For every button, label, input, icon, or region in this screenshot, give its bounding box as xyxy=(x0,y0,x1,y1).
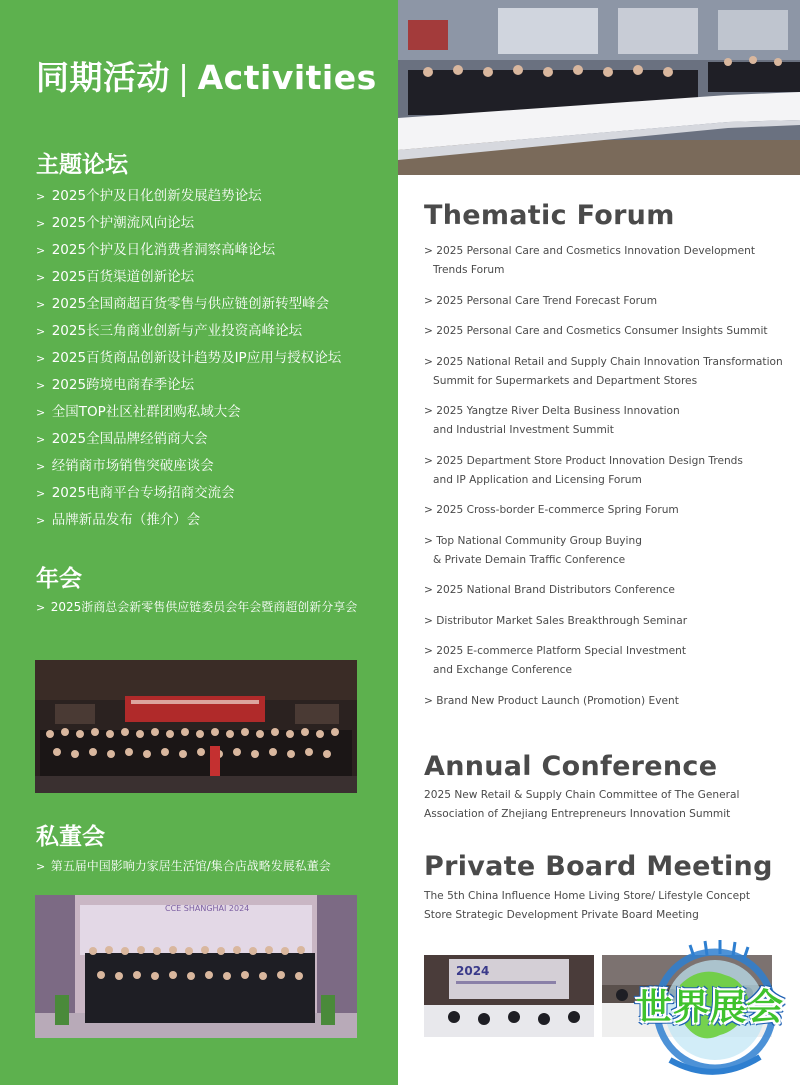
forum-item-en-line2: Trends Forum xyxy=(433,264,505,276)
forum-item-en xyxy=(424,292,784,311)
annual-conference-photo xyxy=(35,660,357,793)
annual-heading-zh: 年会 xyxy=(36,566,82,592)
forum-item-zh: > 2025个护及日化创新发展趋势论坛 xyxy=(36,186,341,213)
conference-hall-photo xyxy=(398,0,800,175)
stage-banner-text: 2024 xyxy=(456,964,490,978)
forum-item-en xyxy=(424,353,784,391)
forum-item-en xyxy=(424,402,784,440)
forum-heading-zh: 主题论坛 xyxy=(36,152,128,178)
forum-item-zh: > 2025百货渠道创新论坛 xyxy=(36,267,341,294)
forum-item-en xyxy=(424,322,784,341)
annual-text-en xyxy=(424,786,764,823)
forum-item-en-line2: Summit for Supermarkets and Department Stores xyxy=(433,374,698,387)
board-line-1: The 5th China Influence Home Living Store/ Lifestyle Concept xyxy=(424,890,750,902)
board-text-en xyxy=(424,887,764,924)
forum-item-zh: > 2025百货商品创新设计趋势及IP应用与授权论坛 xyxy=(36,348,341,375)
title-zh: 同期活动 xyxy=(36,58,170,97)
forum-item-en-line1: > 2025 Personal Care Trend Forecast Forum xyxy=(424,295,657,307)
forum-list-zh xyxy=(36,186,341,537)
board-heading-en: Private Board Meeting xyxy=(424,851,773,882)
forum-item-en xyxy=(424,692,784,711)
forum-item-en-line1: > 2025 Department Store Product Innovation Design Trends xyxy=(424,455,743,467)
forum-item-en-line1: > 2025 E-commerce Platform Special Investment xyxy=(424,645,686,657)
forum-item-en xyxy=(424,501,784,520)
forum-item-en-line1: > 2025 Yangtze River Delta Business Innovation xyxy=(424,405,680,417)
forum-item-zh: > 2025跨境电商春季论坛 xyxy=(36,375,341,402)
forum-item-en-line1: > 2025 Personal Care and Cosmetics Consumer Insights Summit xyxy=(424,325,768,337)
forum-item-zh: > 2025个护及日化消费者洞察高峰论坛 xyxy=(36,240,341,267)
forum-item-en-line1: > Distributor Market Sales Breakthrough Seminar xyxy=(424,615,687,627)
forum-item-zh: > 2025长三角商业创新与产业投资高峰论坛 xyxy=(36,321,341,348)
forum-item-en xyxy=(424,612,784,631)
board-line-2: Store Strategic Development Private Board Meeting xyxy=(424,908,699,921)
stage-photo xyxy=(424,955,594,1037)
forum-item-en-line1: > 2025 Personal Care and Cosmetics Innovation Development xyxy=(424,245,755,257)
forum-item-zh: > 经销商市场销售突破座谈会 xyxy=(36,456,341,483)
forum-item-en-line1: > 2025 National Brand Distributors Conference xyxy=(424,584,675,596)
forum-item-en-line1: > 2025 National Retail and Supply Chain Innovation Transformation xyxy=(424,356,783,368)
forum-item-en-line2: and Exchange Conference xyxy=(433,664,572,676)
forum-item-zh: > 品牌新品发布（推介）会 xyxy=(36,510,341,537)
forum-item-zh: > 2025全国品牌经销商大会 xyxy=(36,429,341,456)
forum-item-en xyxy=(424,242,784,280)
forum-item-en-line1: > Brand New Product Launch (Promotion) Event xyxy=(424,695,679,707)
board-heading-zh: 私董会 xyxy=(36,824,105,850)
annual-item-zh: > 2025浙商总会新零售供应链委员会年会暨商超创新分享会 xyxy=(36,598,357,615)
forum-item-zh: > 2025电商平台专场招商交流会 xyxy=(36,483,341,510)
left-panel xyxy=(0,0,398,1085)
forum-item-en xyxy=(424,642,784,680)
annual-line-2: Association of Zhejiang Entrepreneurs Innovation Summit xyxy=(424,807,731,820)
photo-banner-text: CCE SHANGHAI 2024 xyxy=(165,904,250,913)
board-item-zh: > 第五届中国影响力家居生活馆/集合店战略发展私董会 xyxy=(36,857,331,874)
title-en: Activities xyxy=(197,58,377,97)
forum-item-en-line1: > 2025 Cross-border E-commerce Spring Forum xyxy=(424,504,679,516)
forum-item-en-line2: and IP Application and Licensing Forum xyxy=(433,473,642,486)
forum-item-en-line2: & Private Demain Traffic Conference xyxy=(433,553,626,566)
page-title xyxy=(36,52,377,99)
forum-item-en-line1: > Top National Community Group Buying xyxy=(424,535,642,547)
annual-line-1: 2025 New Retail & Supply Chain Committee of The General xyxy=(424,789,740,801)
forum-item-en-line2: and Industrial Investment Summit xyxy=(433,424,614,436)
forum-list-en xyxy=(424,242,784,722)
world-expo-logo xyxy=(630,935,800,1085)
forum-item-en xyxy=(424,581,784,600)
forum-item-zh: > 全国TOP社区社群团购私域大会 xyxy=(36,402,341,429)
forum-item-zh: > 2025全国商超百货零售与供应链创新转型峰会 xyxy=(36,294,341,321)
annual-heading-en: Annual Conference xyxy=(424,751,718,782)
logo-text: 世界展会 xyxy=(636,987,785,1028)
forum-item-en xyxy=(424,532,784,570)
title-separator: | xyxy=(178,58,190,97)
forum-heading-en: Thematic Forum xyxy=(424,200,675,231)
forum-item-en xyxy=(424,452,784,490)
forum-item-zh: > 2025个护潮流风向论坛 xyxy=(36,213,341,240)
board-meeting-photo xyxy=(35,895,357,1038)
